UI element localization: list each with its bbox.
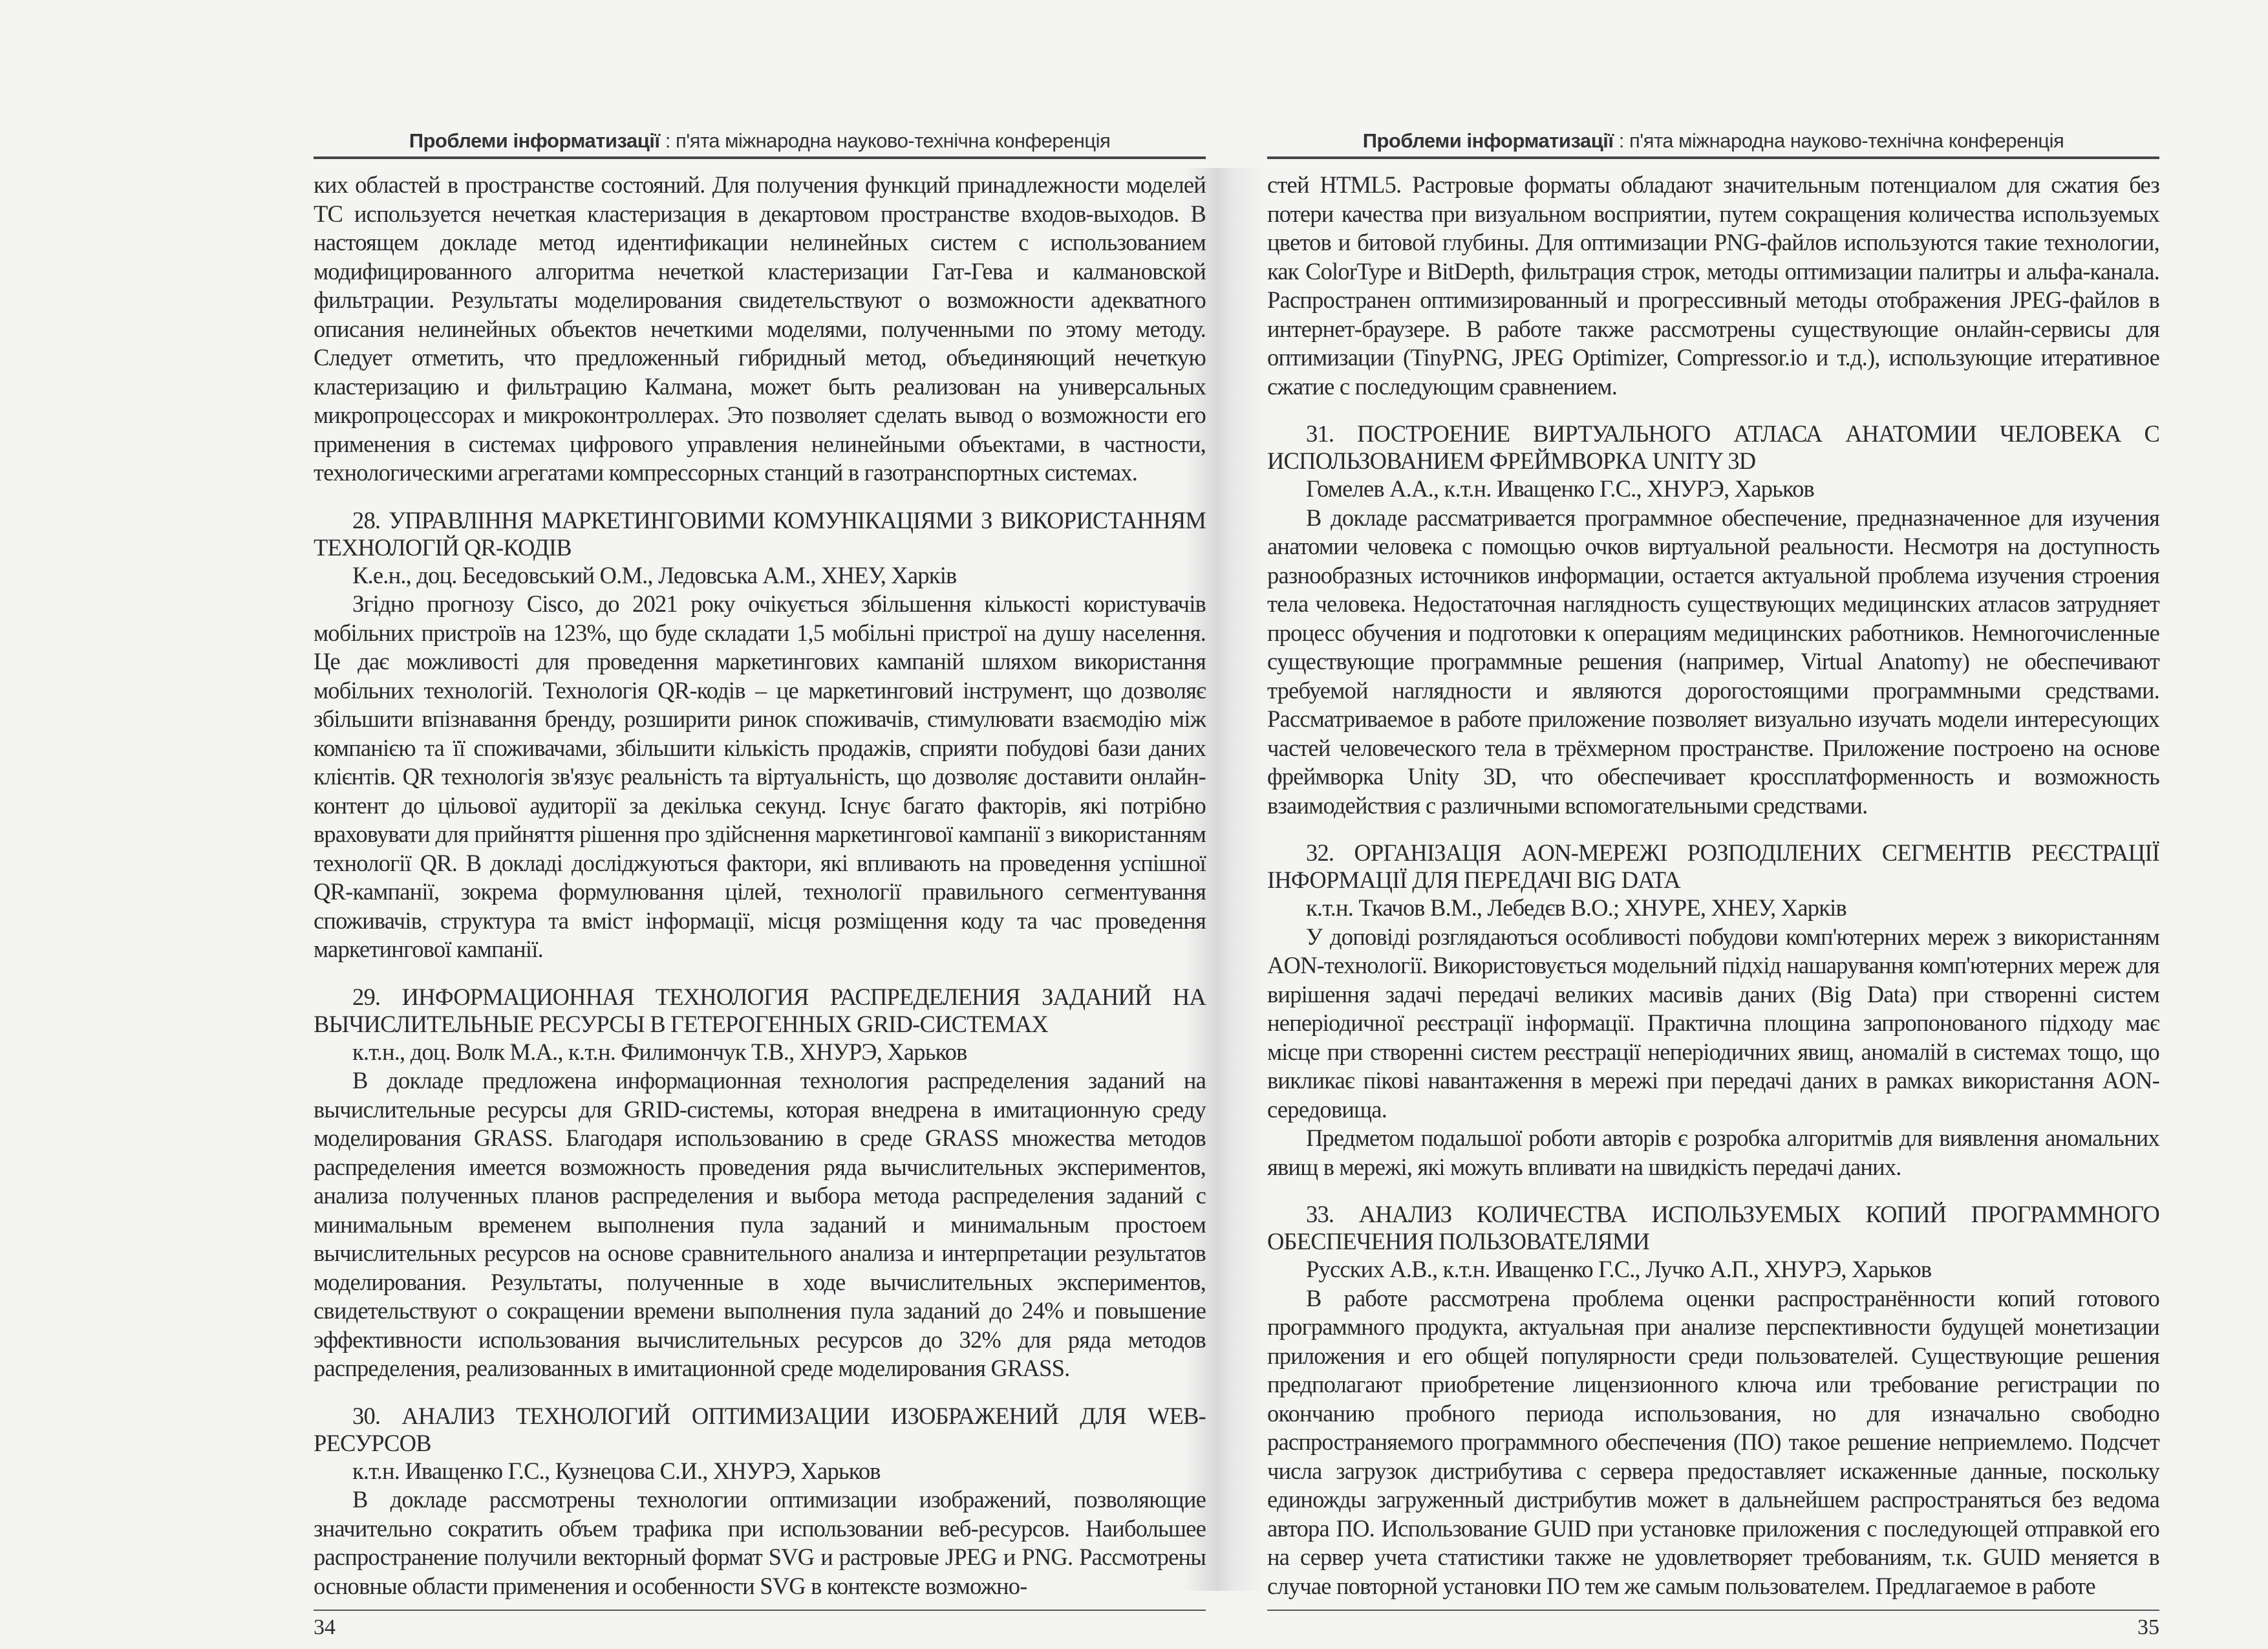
page-number: 34 bbox=[314, 1615, 336, 1639]
page-number: 35 bbox=[2137, 1615, 2159, 1639]
page-body bbox=[314, 171, 1206, 1600]
running-head-bold: Проблеми інформатизації bbox=[1362, 129, 1614, 152]
article-authors: Гомелев А.А., к.т.н. Иващенко Г.С., ХНУРЭ, Харьков bbox=[1306, 475, 1814, 502]
left-page bbox=[314, 129, 1206, 1644]
running-head-rest: : п'ята міжнародна науково-технічна конференція bbox=[1613, 129, 2064, 152]
article-text: В докладе рассматривается программное обеспечение, предназначенное для изучения анатомии человека с помощью очков виртуальной реальности. Несмотря на доступность разнообразных источников информации, остается актуальной проблема изучения строения тела человека. Недостаточная наглядность существующих медицинских атласов затрудняет процесс обучения и подготовки к операциям медицинских работников. Немногочисленные существующие программные решения (например, Virtual Anatomy) не обеспечивают требуемой наглядности и являются дорогостоящими программными средствами. Рассматриваемое в работе приложение позволяет визуально изучать модели интересующих частей человеческого тела в трёхмерном пространстве. Приложение построено на основе фреймворка Unity 3D, что обеспечивает кроссплатформенность и возможность взаимодействия с различными вспомогательными средствами. bbox=[1267, 504, 2159, 819]
continuation-paragraph: ких областей в пространстве состояний. Для получения функций принадлежности моделей ТС используется нечеткая кластеризация в декартовом пространстве входов-выходов. В настоящем докладе метод идентификации нелинейных систем с использованием модифицированного алгоритма нечеткой кластеризации Гат-Гева и калмановской фильтрации. Результаты моделирования свидетельствуют о возможности адекватного описания нелинейных объектов нечеткими моделями, полученными по этому методу. Следует отметить, что предложенный гибридный метод, объединяющий нечеткую кластеризацию и фильтрацию Калмана, может быть реализован на универсальных микропроцессорах и микроконтроллерах. Это позволяет сделать вывод о возможности его применения в системах цифрового управления нелинейными объектами, в частности, технологическими агрегатами компрессорных станций в газотранспортных системах. bbox=[314, 171, 1206, 486]
right-page bbox=[1267, 129, 2159, 1644]
article-text: В докладе рассмотрены технологии оптимизации изображений, позволяющие значительно сократить объем трафика при использовании веб-ресурсов. Наибольшее распространение получили векторный формат SVG и растровые JPEG и PNG. Рассмотрены основные области применения и особенности SVG в контексте возможно- bbox=[314, 1486, 1206, 1599]
running-head-rest: : п'ята міжнародна науково-технічна конференція bbox=[659, 129, 1111, 152]
article-title: 30. АНАЛИЗ ТЕХНОЛОГИЙ ОПТИМИЗАЦИИ ИЗОБРАЖЕНИЙ ДЛЯ WEB-РЕСУРСОВ bbox=[314, 1402, 1206, 1456]
article-text: У доповіді розглядаються особливості побудови комп'ютерних мереж з використанням AON-технології. Використовується модельний підхід нашарування комп'ютерних мереж для вирішення задачі передачі великих масивів даних (Big Data) при створенні систем неперіодичної реєстрації інформації. Практична площина запропонованого підходу має місце при створенні систем реєстрації неперіодичних явищ, аномалій в системах тощо, що викликає пікові навантаження в мережі при передачі даних в рамках використання AON-середовища. bbox=[1267, 923, 2159, 1123]
article-authors: К.е.н., доц. Беседовський О.М., Ледовська А.М., ХНЕУ, Харків bbox=[352, 561, 957, 588]
article-text: В докладе предложена информационная технология распределения заданий на вычислительные ресурсы для GRID-системы, которая внедрена в имитационную среду моделирования GRASS. Благодаря использованию в среде GRASS множества методов распределения имеется возможность проведения ряда вычислительных экспериментов, анализа полученных планов распределения и выбора метода распределения заданий с минимальным временем выполнения пула заданий и минимальным простоем вычислительных ресурсов на основе сравнительного анализа и интерпретации результатов моделирования. Результаты, полученные в ходе вычислительных экспериментов, свидетельствуют о сокращении времени выполнения пула заданий до 24% и повышение эффективности использования вычислительных ресурсов до 32% для ряда методов распределения, реализованных в имитационной среде моделирования GRASS. bbox=[314, 1067, 1206, 1381]
article-title: 32. ОРГАНІЗАЦІЯ AON-МЕРЕЖІ РОЗПОДІЛЕНИХ СЕГМЕНТІВ РЕЄСТРАЦІЇ ІНФОРМАЦІЇ ДЛЯ ПЕРЕДАЧІ BIG DATA bbox=[1267, 839, 2159, 893]
header-rule bbox=[314, 156, 1206, 159]
running-head bbox=[314, 129, 1206, 153]
article-authors: Русских А.В., к.т.н. Иващенко Г.С., Лучко А.П., ХНУРЭ, Харьков bbox=[1306, 1256, 1932, 1282]
article-title: 31. ПОСТРОЕНИЕ ВИРТУАЛЬНОГО АТЛАСА АНАТОМИИ ЧЕЛОВЕКА С ИСПОЛЬЗОВАНИЕМ ФРЕЙМВОРКА UNITY 3D bbox=[1267, 420, 2159, 474]
article-title: 28. УПРАВЛІННЯ МАРКЕТИНГОВИМИ КОМУНІКАЦІЯМИ З ВИКОРИСТАННЯМ ТЕХНОЛОГІЙ QR-КОДІВ bbox=[314, 506, 1206, 561]
article-title: 29. ИНФОРМАЦИОННАЯ ТЕХНОЛОГИЯ РАСПРЕДЕЛЕНИЯ ЗАДАНИЙ НА ВЫЧИСЛИТЕЛЬНЫЕ РЕСУРСЫ В ГЕТЕРОГЕННЫХ GRID-СИСТЕМАХ bbox=[314, 983, 1206, 1037]
article-authors: к.т.н. Иващенко Г.С., Кузнецова С.И., ХНУРЭ, Харьков bbox=[352, 1457, 881, 1484]
article-text: Згідно прогнозу Cisco, до 2021 року очікується збільшення кількості користувачів мобільних пристроїв на 123%, що буде складати 1,5 мобільні пристрої на душу населення. Це дає можливості для проведення маркетингових кампаній шляхом використання мобільних технологій. Технологія QR-кодів – це маркетинговий інструмент, що дозволяє збільшити впізнавання бренду, розширити ринок споживачів, стимулювати взаємодію між компанією та її споживачами, збільшити кількість продажів, сприяти побудові бази даних клієнтів. QR технологія зв'язує реальність та віртуальність, що дозволяє доставити онлайн-контент до цільової аудиторії за декілька секунд. Існує багато факторів, які потрібно враховувати для прийняття рішення про здійснення маркетингової кампанії з використанням технології QR. В докладі досліджуються фактори, які впливають на проведення успішної QR-кампанії, зокрема формулювання цілей, технології правильного сегментування споживачів, структура та вміст інформації, місця розміщення коду та час проведення маркетингової кампанії. bbox=[314, 590, 1206, 962]
article-text: Предметом подальшої роботи авторів є розробка алгоритмів для виявлення аномальних явищ в мережі, які можуть впливати на швидкість передачі даних. bbox=[1267, 1125, 2159, 1180]
page-body bbox=[1267, 171, 2159, 1600]
article-title: 33. АНАЛИЗ КОЛИЧЕСТВА ИСПОЛЬЗУЕМЫХ КОПИЙ ПРОГРАММНОГО ОБЕСПЕЧЕНИЯ ПОЛЬЗОВАТЕЛЯМИ bbox=[1267, 1201, 2159, 1255]
running-head bbox=[1267, 129, 2159, 153]
footer-rule bbox=[314, 1610, 1206, 1644]
header-rule bbox=[1267, 156, 2159, 159]
running-head-bold: Проблеми інформатизації bbox=[409, 129, 660, 152]
article-text: В работе рассмотрена проблема оценки распространённости копий готового программного продукта, актуальная при анализе перспективности будущей монетизации приложения и его общей популярности среди пользователей. Существующие решения предполагают приобретение лицензионного ключа или требование регистрации по окончанию пробного периода использования, но для изначально свободно распространяемого программного обеспечения (ПО) такое решение неприемлемо. Подсчет числа загрузок дистрибутива с сервера предоставляет искаженные данные, поскольку единожды загруженный дистрибутив может в дальнейшем распространяться без ведома автора ПО. Использование GUID при установке приложения с последующей отправкой его на сервер учета статистики также не удовлетворяет требованиям, т.к. GUID меняется в случае повторной установки ПО тем же самым пользователем. Предлагаемое в работе bbox=[1267, 1284, 2159, 1599]
footer-rule bbox=[1267, 1610, 2159, 1644]
continuation-paragraph: стей HTML5. Растровые форматы обладают значительным потенциалом для сжатия без потери качества при визуальном восприятии, путем сокращения количества используемых цветов и битовой глубины. Для оптимизации PNG-файлов используются такие технологии, как ColorType и BitDepth, фильтрация строк, методы оптимизации палитры и альфа-канала. Распространен оптимизированный и прогрессивный методы отображения JPEG-файлов в интернет-браузере. В работе также рассмотрены существующие онлайн-сервисы для оптимизации (TinyPNG, JPEG Optimizer, Compressor.io и т.д.), использующие итеративное сжатие с последующим сравнением. bbox=[1267, 171, 2159, 400]
article-authors: к.т.н., доц. Волк М.А., к.т.н. Филимончук Т.В., ХНУРЭ, Харьков bbox=[352, 1038, 967, 1065]
article-authors: к.т.н. Ткачов В.М., Лебедєв В.О.; ХНУРЕ, ХНЕУ, Харків bbox=[1306, 894, 1846, 921]
